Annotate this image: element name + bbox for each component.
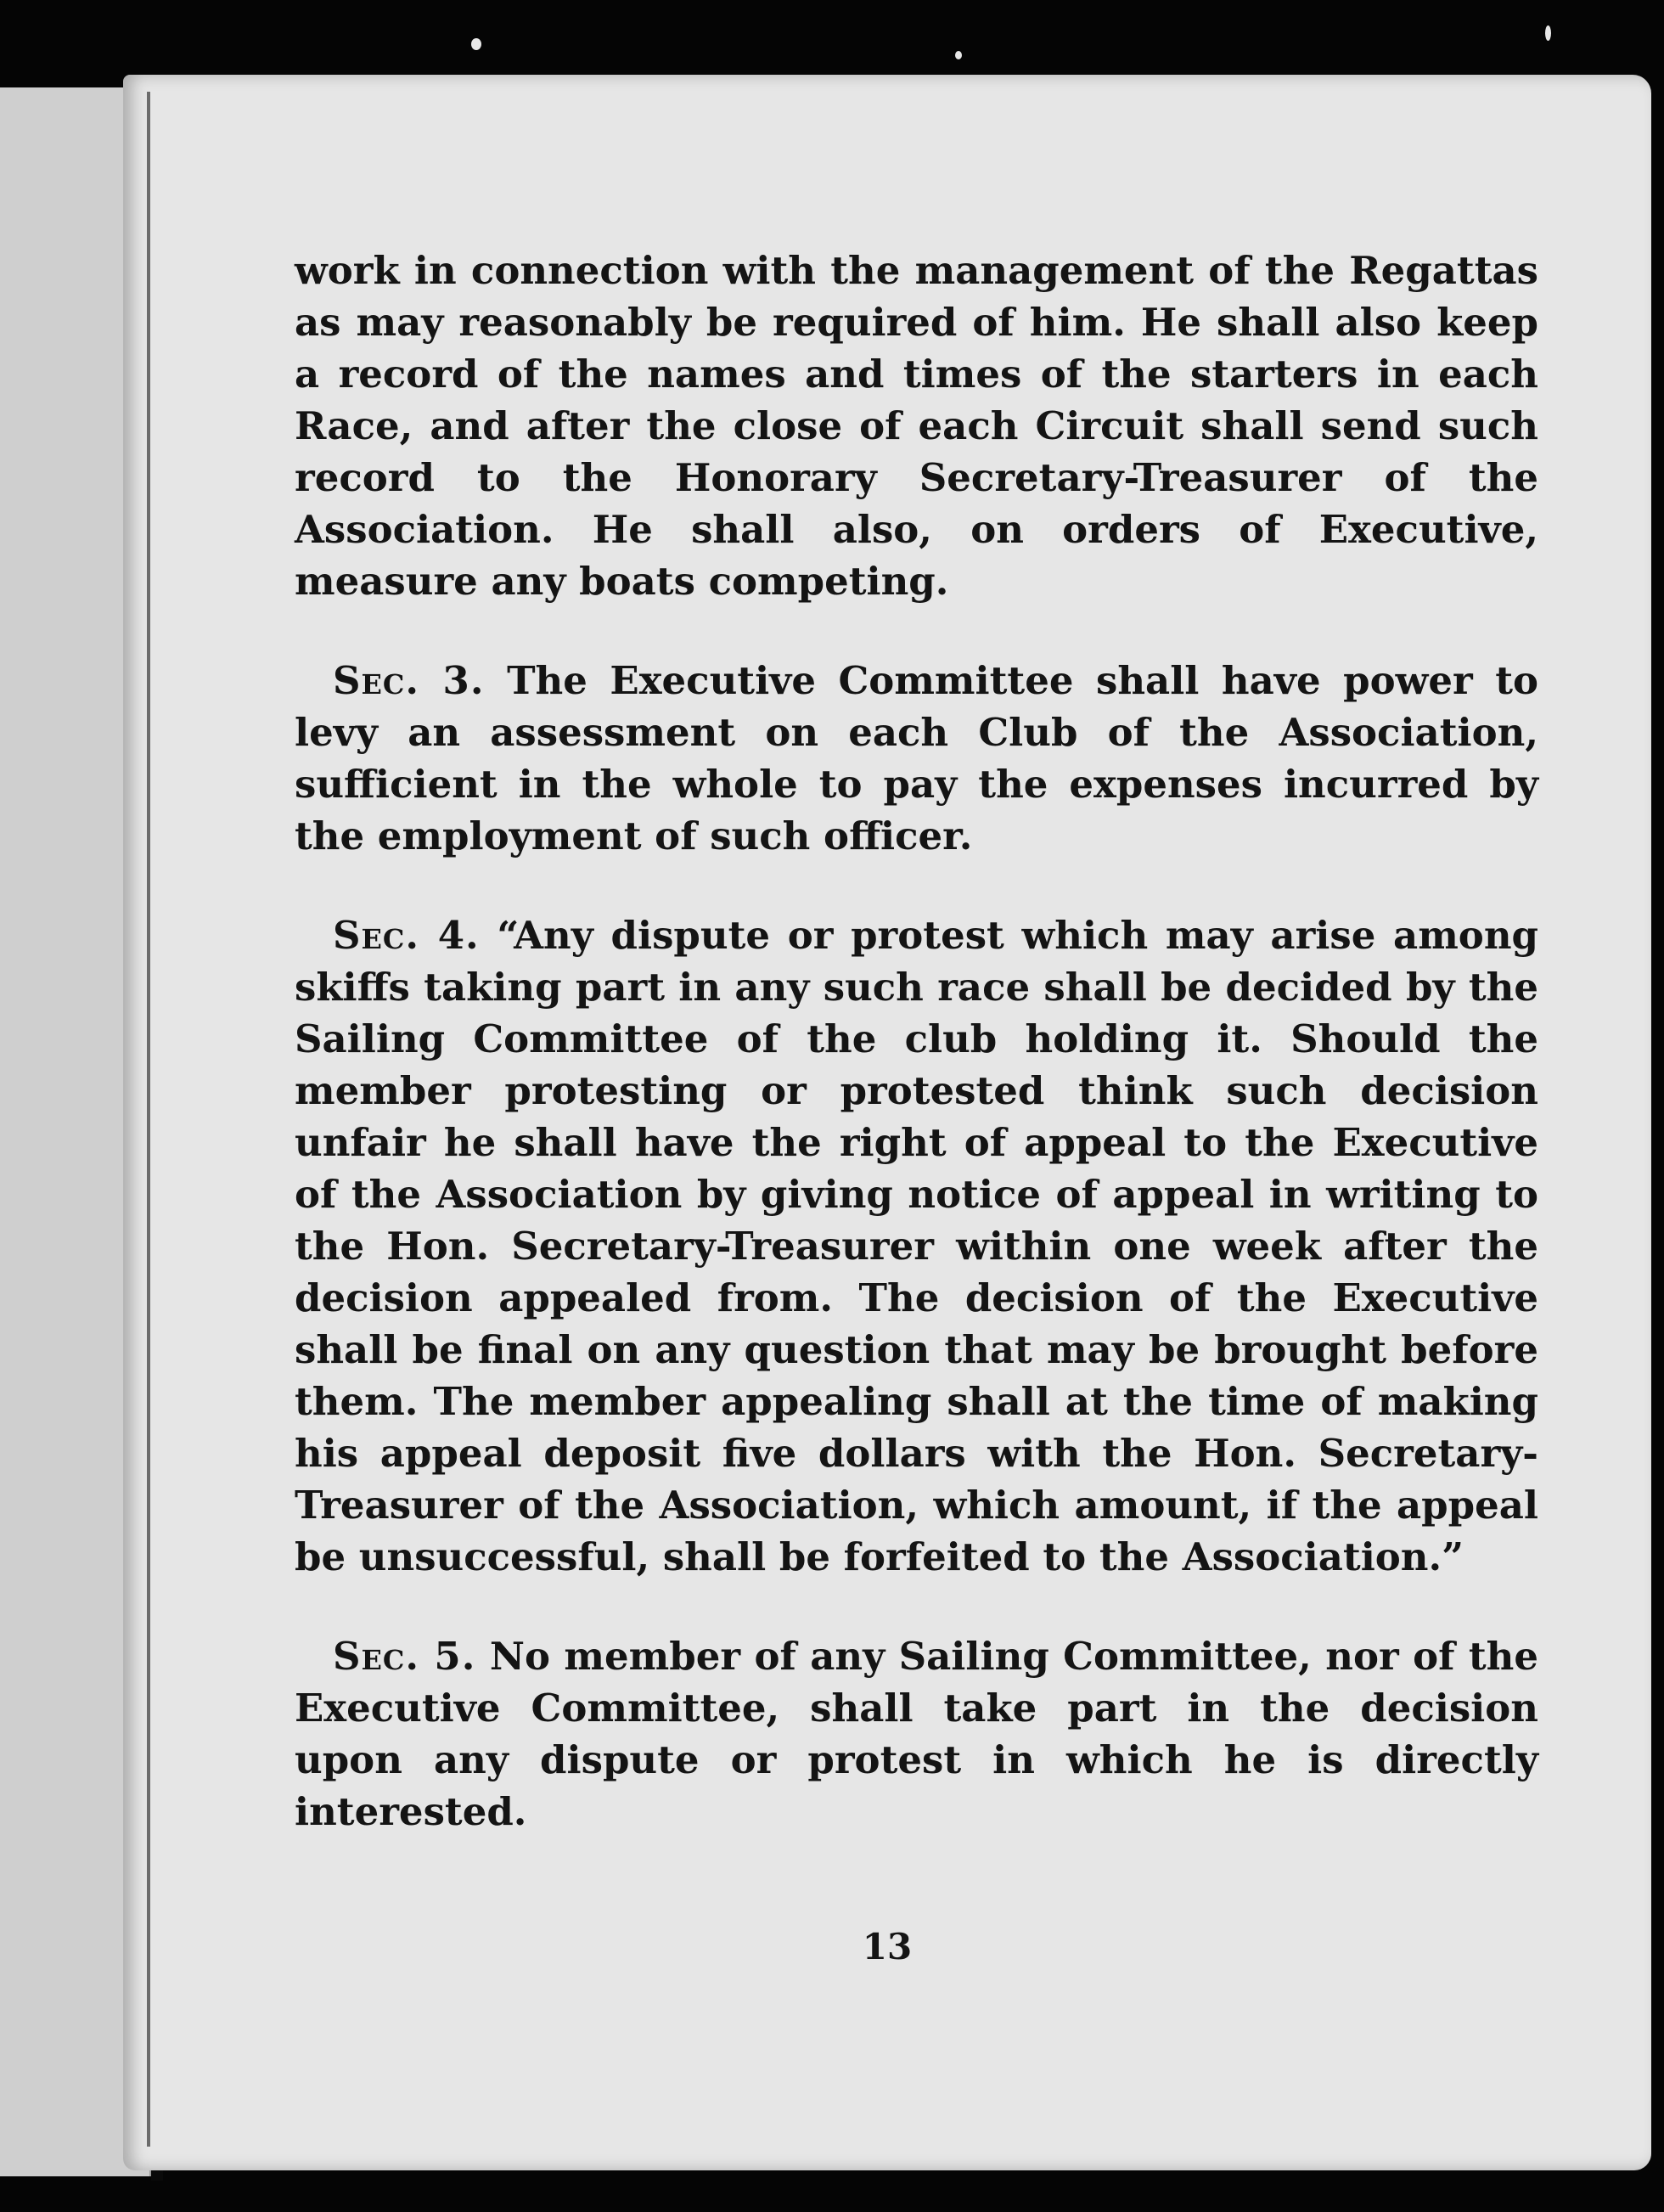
section-5-text: No member of any Sailing Committee, nor of the Executive Committee, shall take part in the decision upon any dispute or protest in which he is directly interested. — [295, 1634, 1539, 1834]
section-4-paragraph — [295, 909, 1538, 1583]
section-4-text: “Any dispute or protest which may arise among skiffs taking part in any such race shall be decided by the Sailing Committee of the club holding it. Should the member protesting or protested think such decision unfair he shall have the right of appeal to the Executive of the Association by giving notice of appeal in writing to the Hon. Secretary-Treasurer within one week after the decision appealed from. The decision of the Executive shall be final on any question that may be brought before them. The member appealing shall at the time of making his appeal deposit five dollars with the Hon. Secretary-Treasurer of the Association, which amount, if the appeal be unsuccessful, shall be forfeited to the Association.” — [295, 913, 1539, 1579]
scan-speck — [471, 38, 481, 50]
page-number: 13 — [862, 1926, 913, 1967]
section-5-paragraph — [295, 1630, 1538, 1838]
scan-speck — [1545, 25, 1551, 41]
section-3-paragraph — [295, 655, 1538, 862]
section-3-label: Sec. 3. — [333, 658, 485, 703]
section-5-label: Sec. 5. — [333, 1634, 476, 1679]
section-3-text: The Executive Committee shall have power to levy an assessment on each Club of the Association, sufficient in the whole to pay the expenses incurred by the employment of such officer. — [295, 658, 1538, 858]
continuation-paragraph: work in connection with the management of the Regattas as may reasonably be required of him. He shall also keep a record of the names and times of the starters in each Race, and after the close of each Circuit shall send such record to the Honorary Secretary-Treasurer of the Association. He shall also, on orders of Executive, measure any boats competing. — [295, 248, 1538, 604]
page-text — [295, 245, 1538, 1838]
section-4-label: Sec. 4. — [333, 913, 480, 958]
binding-line — [147, 92, 150, 2147]
book-page — [123, 75, 1651, 2170]
scan-speck — [955, 51, 962, 59]
